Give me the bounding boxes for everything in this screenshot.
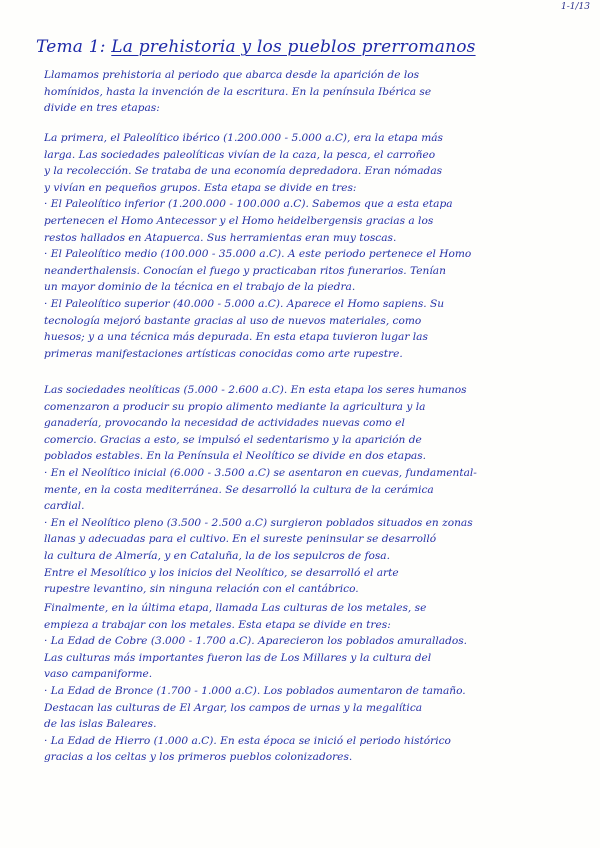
text-line: · El Paleolítico superior (40.000 - 5.000 a.C). Aparece el Homo sapiens. Su bbox=[44, 297, 445, 310]
text-line: pertenecen el Homo Antecessor y el Homo heidelbergensis gracias a los bbox=[44, 214, 434, 227]
text-line: comenzaron a producir su propio alimento mediante la agricultura y la bbox=[44, 400, 426, 413]
text-line: · El Paleolítico medio (100.000 - 35.000 a.C). A este periodo pertenece el Homo bbox=[44, 248, 472, 261]
text-line: divide en tres etapas: bbox=[44, 102, 160, 115]
text-line: Las culturas más importantes fueron las de Los Millares y la cultura del bbox=[44, 651, 432, 664]
text-line: larga. Las sociedades paleolíticas vivían de la caza, la pesca, el carroñeo bbox=[44, 148, 436, 161]
neolitico-section bbox=[44, 382, 584, 598]
text-line: llanas y adecuadas para el cultivo. En el sureste peninsular se desarrolló bbox=[44, 533, 437, 546]
page-title bbox=[36, 37, 476, 57]
text-line: ganadería, provocando la necesidad de actividades nuevas como el bbox=[44, 417, 405, 430]
text-line: vaso campaniforme. bbox=[44, 668, 153, 681]
text-line: empieza a trabajar con los metales. Esta etapa se divide en tres: bbox=[44, 618, 391, 631]
text-line: Finalmente, en la última etapa, llamada Las culturas de los metales, se bbox=[44, 602, 427, 614]
text-line: la cultura de Almería, y en Cataluña, la de los sepulcros de fosa. bbox=[44, 549, 390, 562]
text-line: y vivían en pequeños grupos. Esta etapa se divide en tres: bbox=[44, 181, 357, 194]
intro-paragraph bbox=[44, 67, 584, 117]
text-line: comercio. Gracias a esto, se impulsó el sedentarismo y la aparición de bbox=[44, 433, 422, 446]
text-line: Entre el Mesolítico y los inicios del Neolítico, se desarrolló el arte bbox=[44, 566, 399, 579]
text-line: · En el Neolítico inicial (6.000 - 3.500 a.C) se asentaron en cuevas, fundamental- bbox=[44, 466, 477, 479]
text-line: restos hallados en Atapuerca. Sus herramientas eran muy toscas. bbox=[44, 231, 397, 244]
text-line: huesos; y a una técnica más depurada. En esta etapa tuvieron lugar las bbox=[44, 331, 428, 344]
paleolitico-section bbox=[44, 130, 584, 362]
text-line: y la recolección. Se trataba de una economía depredadora. Eran nómadas bbox=[44, 165, 443, 178]
text-line: · La Edad de Cobre (3.000 - 1.700 a.C). Aparecieron los poblados amurallados. bbox=[44, 635, 468, 648]
text-line: · La Edad de Bronce (1.700 - 1.000 a.C). Los poblados aumentaron de tamaño. bbox=[44, 684, 466, 697]
text-line: · En el Neolítico pleno (3.500 - 2.500 a.C) surgieron poblados situados en zonas bbox=[44, 516, 473, 529]
text-line: · El Paleolítico inferior (1.200.000 - 100.000 a.C). Sabemos que a esta etapa bbox=[44, 198, 453, 211]
text-line: homínidos, hasta la invención de la escritura. En la península Ibérica se bbox=[44, 85, 432, 98]
text-line: Destacan las culturas de El Argar, los campos de urnas y la megalítica bbox=[44, 701, 423, 714]
text-line: primeras manifestaciones artísticas conocidas como arte rupestre. bbox=[44, 347, 403, 360]
text-line: mente, en la costa mediterránea. Se desarrolló la cultura de la cerámica bbox=[44, 483, 434, 496]
metales-section bbox=[44, 600, 584, 766]
text-line: gracias a los celtas y los primeros pueblos colonizadores. bbox=[44, 751, 353, 764]
title-text: La prehistoria y los pueblos prerromanos bbox=[111, 37, 476, 57]
title-prefix: Tema 1: bbox=[36, 37, 106, 57]
text-line: poblados estables. En la Península el Neolítico se divide en dos etapas. bbox=[44, 450, 427, 463]
text-line: Las sociedades neolíticas (5.000 - 2.600 a.C). En esta etapa los seres humanos bbox=[44, 384, 467, 396]
text-line: · La Edad de Hierro (1.000 a.C). En esta época se inició el periodo histórico bbox=[44, 734, 451, 747]
text-line: La primera, el Paleolítico ibérico (1.200.000 - 5.000 a.C), era la etapa más bbox=[44, 132, 443, 144]
text-line: neanderthalensis. Conocían el fuego y practicaban ritos funerarios. Tenían bbox=[44, 264, 446, 277]
text-line: un mayor dominio de la técnica en el trabajo de la piedra. bbox=[44, 281, 356, 294]
text-line: cardial. bbox=[44, 500, 85, 513]
text-line: rupestre levantino, sin ninguna relación con el cantábrico. bbox=[44, 583, 359, 596]
text-line: tecnología mejoró bastante gracias al uso de nuevos materiales, como bbox=[44, 314, 422, 327]
text-line: Llamamos prehistoria al periodo que abarca desde la aparición de los bbox=[44, 69, 420, 81]
text-line: de las islas Baleares. bbox=[44, 718, 157, 731]
page-corner-mark: 1-1/13 bbox=[561, 2, 590, 12]
